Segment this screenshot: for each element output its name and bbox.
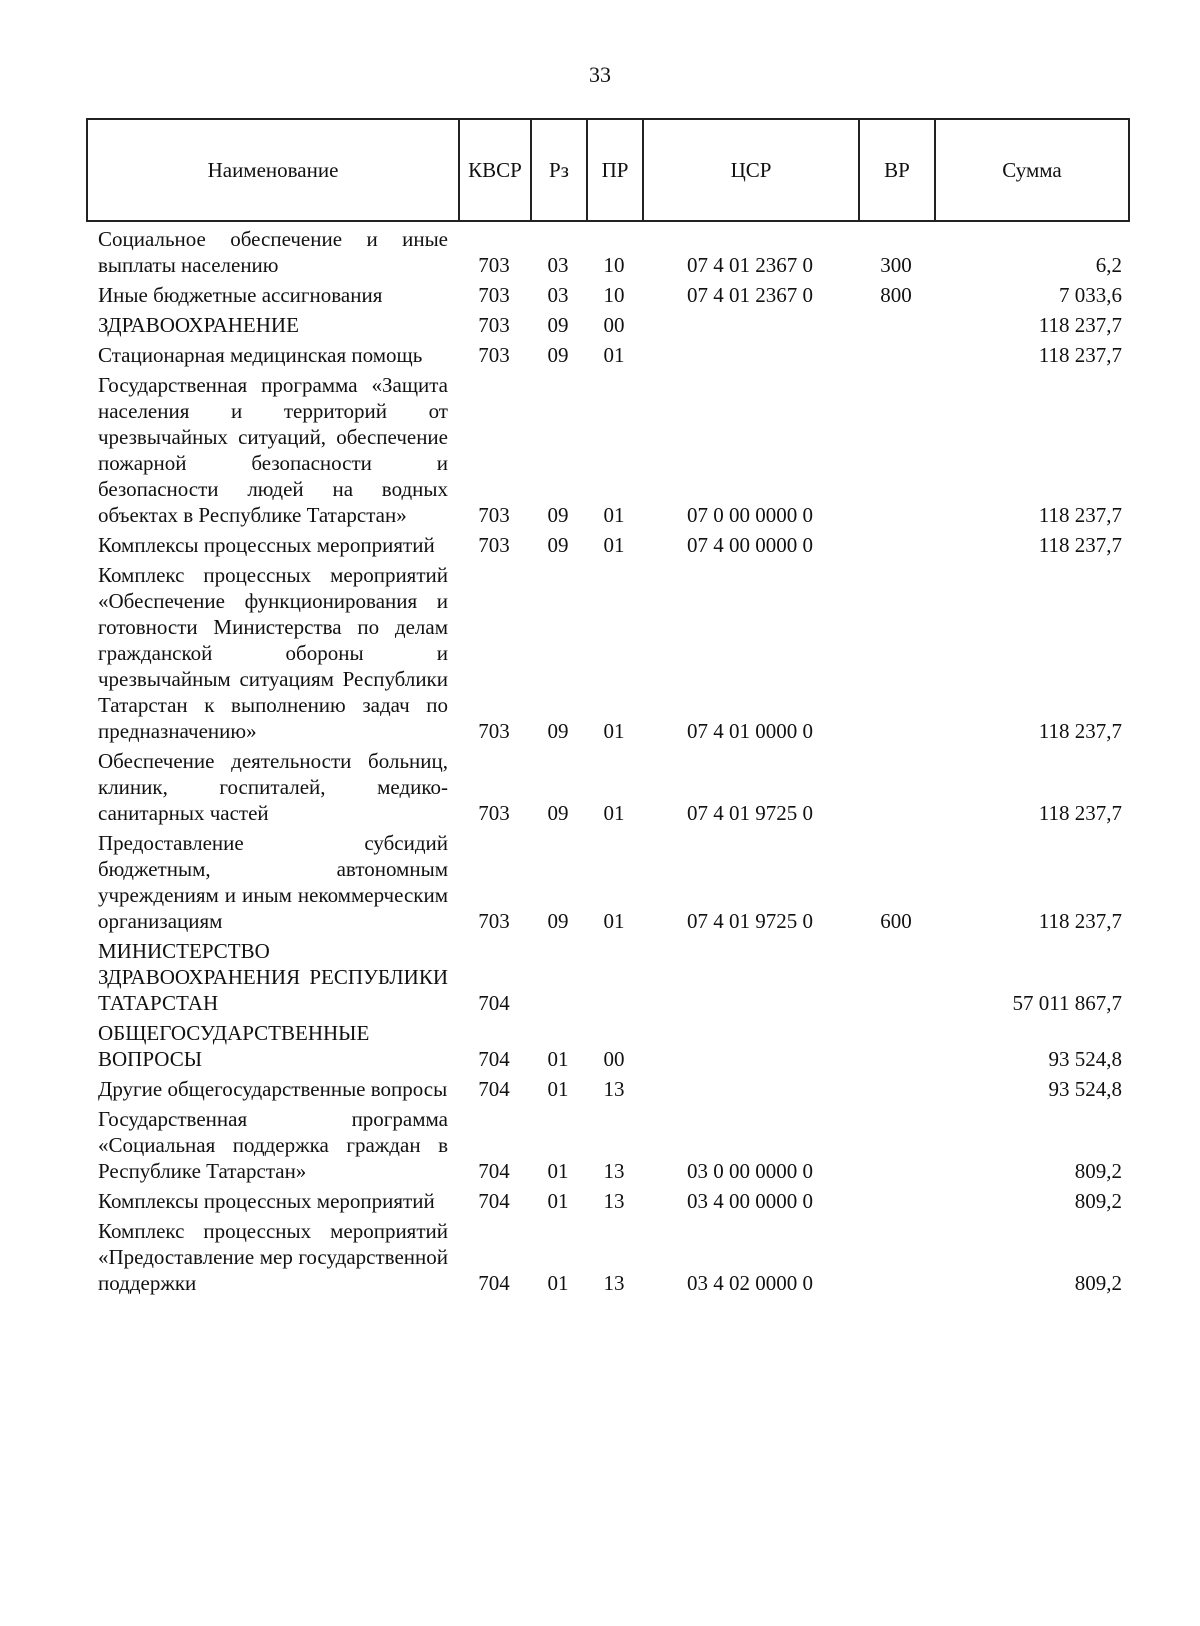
row-name: Государственная программа «Защита населения и территорий от чрезвычайных ситуаций, обеспечение пожарной безопасности и безопасности людей на водных объектах в Республике Татарстан» xyxy=(98,373,448,527)
row-sum: 118 237,7 xyxy=(1038,533,1122,557)
table-row xyxy=(86,1074,1128,1104)
row-csr xyxy=(642,310,858,340)
header-csr: ЦСР xyxy=(643,119,859,221)
row-name: ОБЩЕГОСУДАРСТВЕННЫЕ ВОПРОСЫ xyxy=(98,1021,370,1071)
row-sum: 809,2 xyxy=(1074,1189,1122,1213)
row-kvsr: 703 xyxy=(478,283,510,307)
row-sum: 809,2 xyxy=(1074,1271,1122,1295)
row-name: Комплексы процессных мероприятий xyxy=(98,1189,435,1213)
table-row xyxy=(86,1186,1128,1216)
row-rz: 03 xyxy=(547,253,569,277)
table-row xyxy=(86,530,1128,560)
row-csr: 03 4 02 0000 0 xyxy=(687,1271,813,1295)
table-row xyxy=(86,340,1128,370)
row-kvsr: 704 xyxy=(478,1159,510,1183)
table-header xyxy=(86,118,1130,222)
header-kvsr: КВСР xyxy=(459,119,531,221)
row-pr: 13 xyxy=(603,1077,625,1101)
row-pr: 13 xyxy=(603,1159,625,1183)
row-csr xyxy=(642,1074,858,1104)
row-vr xyxy=(858,746,934,828)
row-sum: 6,2 xyxy=(1095,253,1122,277)
table-row xyxy=(86,224,1128,280)
row-name: Социальное обеспечение и иные выплаты населению xyxy=(98,227,448,277)
row-kvsr: 704 xyxy=(478,1077,510,1101)
row-csr: 07 0 00 0000 0 xyxy=(687,503,813,527)
row-csr: 07 4 00 0000 0 xyxy=(687,533,813,557)
row-pr: 01 xyxy=(603,343,625,367)
row-vr: 300 xyxy=(880,253,912,277)
row-rz: 01 xyxy=(547,1047,569,1071)
row-pr: 01 xyxy=(603,801,625,825)
row-name: Обеспечение деятельности больниц, клиник, госпиталей, медико-санитарных частей xyxy=(98,749,448,825)
row-name: МИНИСТЕРСТВО ЗДРАВООХРАНЕНИЯ РЕСПУБЛИКИ ТАТАРСТАН xyxy=(98,939,448,1015)
row-pr: 10 xyxy=(603,283,625,307)
row-rz: 09 xyxy=(547,719,569,743)
row-vr: 600 xyxy=(880,909,912,933)
table-row xyxy=(86,936,1128,1018)
row-rz: 09 xyxy=(547,343,569,367)
row-rz: 09 xyxy=(547,801,569,825)
row-sum: 57 011 867,7 xyxy=(1012,991,1122,1015)
row-name: ЗДРАВООХРАНЕНИЕ xyxy=(98,313,299,337)
row-vr xyxy=(858,1074,934,1104)
row-csr xyxy=(642,936,858,1018)
row-vr xyxy=(858,560,934,746)
row-kvsr: 704 xyxy=(478,991,510,1015)
row-csr: 07 4 01 0000 0 xyxy=(687,719,813,743)
row-name: Комплекс процессных мероприятий «Обеспечение функционирования и готовности Министерства по делам гражданской обороны и чрезвычайным ситуациям Республики Татарстан к выполнению задач по предназначению» xyxy=(98,563,448,743)
row-name: Другие общегосударственные вопросы xyxy=(98,1077,448,1101)
row-name: Стационарная медицинская помощь xyxy=(98,343,423,367)
table-row xyxy=(86,280,1128,310)
row-vr xyxy=(858,936,934,1018)
row-pr: 01 xyxy=(603,503,625,527)
row-kvsr: 704 xyxy=(478,1271,510,1295)
row-csr xyxy=(642,1018,858,1074)
row-kvsr: 703 xyxy=(478,503,510,527)
row-rz: 01 xyxy=(547,1189,569,1213)
row-vr: 800 xyxy=(880,283,912,307)
table-row xyxy=(86,828,1128,936)
row-kvsr: 704 xyxy=(478,1047,510,1071)
row-sum: 118 237,7 xyxy=(1038,909,1122,933)
row-kvsr: 703 xyxy=(478,313,510,337)
table-row xyxy=(86,370,1128,530)
page-number: 33 xyxy=(589,62,611,87)
row-name: Государственная программа «Социальная поддержка граждан в Республике Татарстан» xyxy=(98,1107,448,1183)
row-rz: 03 xyxy=(547,283,569,307)
row-name: Комплекс процессных мероприятий «Предоставление мер государственной поддержки xyxy=(98,1219,448,1295)
header-sum: Сумма xyxy=(935,119,1129,221)
row-name: Предоставление субсидий бюджетным, автономным учреждениям и иным некоммерческим организациям xyxy=(98,831,448,933)
row-sum: 118 237,7 xyxy=(1038,801,1122,825)
row-rz: 01 xyxy=(547,1077,569,1101)
row-csr: 03 4 00 0000 0 xyxy=(687,1189,813,1213)
row-vr xyxy=(858,1104,934,1186)
table-row xyxy=(86,1216,1128,1298)
row-pr: 10 xyxy=(603,253,625,277)
row-name: Комплексы процессных мероприятий xyxy=(98,533,435,557)
row-pr: 01 xyxy=(603,533,625,557)
row-sum: 118 237,7 xyxy=(1038,719,1122,743)
row-vr xyxy=(858,340,934,370)
budget-table xyxy=(86,224,1128,1298)
header-pr: ПР xyxy=(587,119,643,221)
header-vr: ВР xyxy=(859,119,935,221)
row-kvsr: 703 xyxy=(478,343,510,367)
row-kvsr: 703 xyxy=(478,719,510,743)
row-sum: 118 237,7 xyxy=(1038,503,1122,527)
row-rz: 09 xyxy=(547,909,569,933)
row-vr xyxy=(858,370,934,530)
row-kvsr: 703 xyxy=(478,801,510,825)
table-row xyxy=(86,1018,1128,1074)
row-vr xyxy=(858,1018,934,1074)
row-csr: 07 4 01 9725 0 xyxy=(687,801,813,825)
row-vr xyxy=(858,530,934,560)
row-pr: 13 xyxy=(603,1271,625,1295)
row-pr: 00 xyxy=(603,1047,625,1071)
row-rz: 01 xyxy=(547,1271,569,1295)
row-pr xyxy=(586,936,642,1018)
row-rz: 09 xyxy=(547,533,569,557)
row-csr: 07 4 01 9725 0 xyxy=(687,909,813,933)
row-pr: 00 xyxy=(603,313,625,337)
table-row xyxy=(86,746,1128,828)
row-sum: 118 237,7 xyxy=(1038,313,1122,337)
row-csr: 03 0 00 0000 0 xyxy=(687,1159,813,1183)
row-pr: 01 xyxy=(603,909,625,933)
row-kvsr: 703 xyxy=(478,253,510,277)
row-rz: 01 xyxy=(547,1159,569,1183)
table-row xyxy=(86,560,1128,746)
row-kvsr: 703 xyxy=(478,533,510,557)
row-csr: 07 4 01 2367 0 xyxy=(687,253,813,277)
row-sum: 7 033,6 xyxy=(1059,283,1122,307)
row-csr xyxy=(642,340,858,370)
header-name: Наименование xyxy=(87,119,459,221)
header-rz: Рз xyxy=(531,119,587,221)
row-sum: 118 237,7 xyxy=(1038,343,1122,367)
row-sum: 93 524,8 xyxy=(1048,1047,1122,1071)
row-csr: 07 4 01 2367 0 xyxy=(687,283,813,307)
row-pr: 01 xyxy=(603,719,625,743)
row-name: Иные бюджетные ассигнования xyxy=(98,283,383,307)
row-vr xyxy=(858,1216,934,1298)
table-row xyxy=(86,1104,1128,1186)
row-sum: 93 524,8 xyxy=(1048,1077,1122,1101)
row-rz: 09 xyxy=(547,313,569,337)
row-pr: 13 xyxy=(603,1189,625,1213)
row-rz: 09 xyxy=(547,503,569,527)
row-rz xyxy=(530,936,586,1018)
row-vr xyxy=(858,1186,934,1216)
row-sum: 809,2 xyxy=(1074,1159,1122,1183)
table-row xyxy=(86,310,1128,340)
row-kvsr: 704 xyxy=(478,1189,510,1213)
row-vr xyxy=(858,310,934,340)
row-kvsr: 703 xyxy=(478,909,510,933)
